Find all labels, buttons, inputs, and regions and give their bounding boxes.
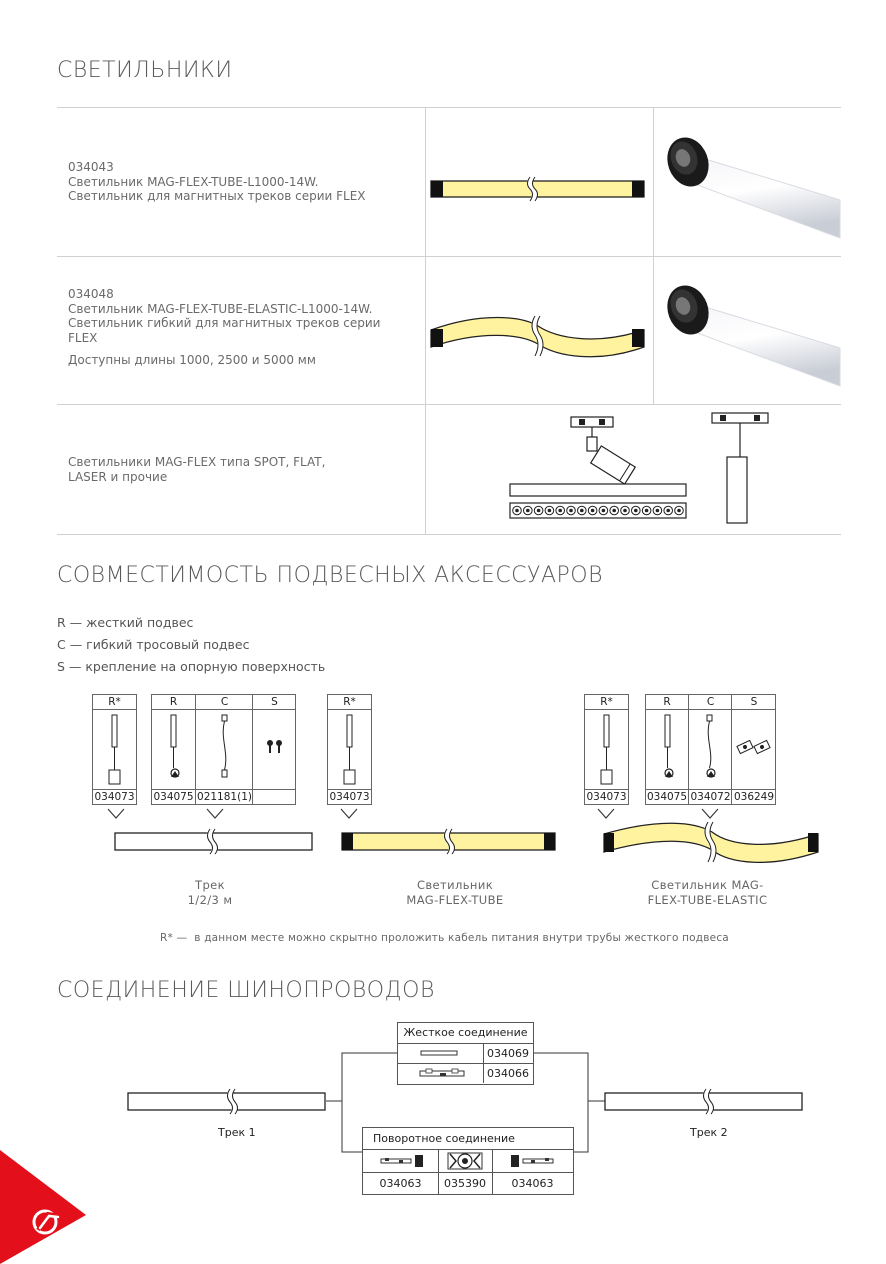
footnote-text: в данном месте можно скрытно проложить кабель питания внутри трубы жесткого подвеса [194, 932, 729, 944]
brand-logo-corner [0, 1150, 90, 1264]
product-code: 034043 [68, 160, 114, 174]
caption-line: FLEX-TUBE-ELASTIC [647, 893, 768, 907]
rotary-code: 034063 [511, 1177, 554, 1190]
accessory-header: C [196, 695, 253, 710]
accessory-header: R* [93, 695, 136, 710]
accessory-code: 034075 [153, 791, 194, 803]
product-info: Светильники MAG-FLEX типа SPOT, FLAT, [68, 455, 326, 469]
rigid-connection-title: Жесткое соединение [398, 1023, 533, 1044]
section-title-connection: СОЕДИНЕНИЕ ШИНОПРОВОДОВ [57, 978, 435, 1003]
caption-line: Трек [195, 878, 225, 892]
section-title-luminaires: СВЕТИЛЬНИКИ [57, 58, 233, 83]
rigid-connection-table [397, 1022, 534, 1085]
legend-item: S — крепление на опорную поверхность [57, 659, 326, 674]
rotary-joint-icon [448, 1152, 484, 1170]
rotary-connection-title: Поворотное соединение [363, 1128, 573, 1150]
caption-line: Светильник [416, 878, 494, 892]
track-1-drawing [128, 1089, 325, 1114]
product-info: Светильник гибкий для магнитных треков серии [68, 316, 381, 331]
accessory-code: 034073 [94, 791, 135, 803]
product-code: 034048 [68, 287, 114, 301]
rotary-end-connector-icon [511, 1155, 557, 1167]
accessory-header: R [646, 695, 688, 710]
rotary-end-connector-icon [381, 1155, 427, 1167]
rotary-code: 035390 [444, 1177, 486, 1190]
straight-connector-icon [421, 1051, 461, 1056]
accessory-code: 034075 [646, 791, 688, 803]
legend-item: C — гибкий тросовый подвес [57, 637, 250, 652]
product-info: FLEX [68, 330, 98, 345]
product-name: Светильник MAG-FLEX-TUBE-ELASTIC-L1000-14W. [68, 301, 373, 316]
rotary-connection-table [362, 1127, 574, 1195]
footnote-mark: R* — [160, 932, 188, 944]
legend-item: R — жесткий подвес [57, 615, 194, 630]
connector-plate-icon [420, 1068, 466, 1078]
accessory-code: 034072 [690, 791, 731, 803]
accessory-header: S [253, 695, 296, 710]
track-2-label: Трек 2 [690, 1126, 728, 1139]
caption-line: MAG-FLEX-TUBE [406, 893, 504, 907]
product-name: Светильник MAG-FLEX-TUBE-L1000-14W. [68, 174, 319, 189]
section-title-compatibility: СОВМЕСТИМОСТЬ ПОДВЕСНЫХ АКСЕССУАРОВ [57, 563, 603, 588]
caption-line: Светильник MAG- [651, 878, 764, 892]
accessory-header: S [732, 695, 776, 710]
accessory-code: 036249 [733, 791, 775, 803]
track-1-label: Трек 1 [218, 1126, 256, 1139]
accessory-code: 021181(1) [197, 791, 252, 803]
rigid-code: 034066 [487, 1067, 529, 1080]
accessory-header: R* [585, 695, 628, 710]
accessory-header: R [152, 695, 195, 710]
track-2-drawing [605, 1089, 802, 1114]
rigid-code: 034069 [487, 1047, 529, 1060]
caption-line: 1/2/3 м [187, 893, 233, 907]
product-info: LASER и прочие [68, 469, 168, 484]
accessory-header: C [689, 695, 732, 710]
rotary-code: 034063 [379, 1177, 422, 1190]
lengths-note: Доступны длины 1000, 2500 и 5000 мм [68, 353, 316, 368]
product-info: Светильник для магнитных треков серии FLEX [68, 189, 366, 204]
accessory-header: R* [328, 695, 371, 710]
accessory-code: 034073 [586, 791, 627, 803]
accessory-code: 034073 [329, 791, 370, 803]
